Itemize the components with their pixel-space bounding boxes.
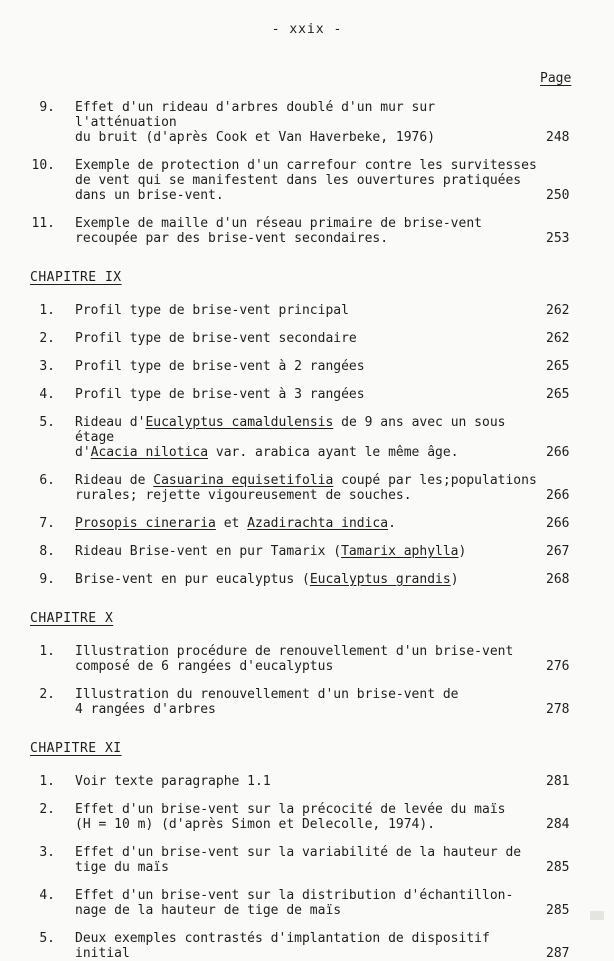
item-page-number: 266 <box>546 488 570 503</box>
text-segment: Brise-vent en pur eucalyptus ( <box>75 572 310 587</box>
text-segment: ) <box>458 544 467 559</box>
species-name-underlined: Casuarina equisetifolia <box>153 473 334 488</box>
item-text <box>75 644 540 674</box>
scan-noise-artifact <box>590 911 604 920</box>
item-number: 4. <box>39 387 55 402</box>
toc-item <box>0 931 614 961</box>
item-page-number: 285 <box>546 903 570 918</box>
item-number: 2. <box>39 331 55 346</box>
item-text <box>75 359 540 374</box>
species-name-underlined: Eucalyptus grandis <box>309 572 451 587</box>
table-of-contents <box>0 100 614 961</box>
item-line: nage de la hauteur de tige de maïs <box>75 903 342 918</box>
toc-item <box>0 331 614 346</box>
item-line <box>75 488 540 503</box>
item-page-number: 265 <box>546 359 570 374</box>
item-line <box>75 445 540 460</box>
item-page-number: 281 <box>546 774 570 789</box>
item-line: Profil type de brise-vent principal <box>75 303 349 318</box>
page-column-header-row <box>0 71 614 86</box>
item-page-number: 276 <box>546 659 570 674</box>
toc-item <box>0 802 614 832</box>
item-line: Profil type de brise-vent secondaire <box>75 331 357 346</box>
item-text <box>75 415 540 460</box>
item-line: Illustration du renouvellement d'un brise-vent de <box>75 687 459 702</box>
item-line: 4 rangées d'arbres <box>75 702 216 717</box>
item-line: Effet d'un brise-vent sur la variabilité de la hauteur de <box>75 845 522 860</box>
text-segment: var. arabica ayant le même âge. <box>208 445 459 460</box>
toc-item <box>0 303 614 318</box>
item-number: 1. <box>39 644 55 659</box>
item-number: 1. <box>39 303 55 318</box>
item-page-number: 268 <box>546 572 570 587</box>
item-line: Illustration procédure de renouvellement d'un brise-vent <box>75 644 514 659</box>
text-segment: de 9 ans avec un sous étage <box>75 415 506 445</box>
item-number: 10. <box>31 158 55 173</box>
item-line: Exemple de protection d'un carrefour contre les survitesses <box>75 158 537 173</box>
item-page-number: 284 <box>546 817 570 832</box>
species-name-underlined: Azadirachta indica <box>247 516 389 531</box>
item-page-number: 253 <box>546 231 570 246</box>
item-number: 9. <box>39 572 55 587</box>
item-line <box>75 415 540 445</box>
item-line: Profil type de brise-vent à 2 rangées <box>75 359 365 374</box>
section-heading: CHAPITRE IX <box>30 270 122 285</box>
item-line <box>75 473 540 488</box>
page-header-roman-numeral: - xxix - <box>271 22 343 37</box>
species-name-underlined: Eucalyptus camaldulensis <box>145 415 334 430</box>
item-page-number: 250 <box>546 188 570 203</box>
item-line: Effet d'un rideau d'arbres doublé d'un mur sur l'atténuation <box>75 100 436 130</box>
item-number: 7. <box>39 516 55 531</box>
toc-item <box>0 415 614 460</box>
toc-item <box>0 100 614 145</box>
toc-item <box>0 544 614 559</box>
item-line: de vent qui se manifestent dans les ouvertures pratiquées <box>75 173 522 188</box>
item-line: Deux exemples contrastés d'implantation de dispositif initial <box>75 931 490 961</box>
item-text <box>75 158 540 203</box>
species-name-underlined: Tamarix aphylla <box>341 544 459 559</box>
item-page-number: 265 <box>546 387 570 402</box>
item-line: (H = 10 m) (d'après Simon et Delecolle, 1974). <box>75 817 436 832</box>
item-number: 5. <box>39 931 55 946</box>
item-number: 4. <box>39 888 55 903</box>
item-line: recoupée par des brise-vent secondaires. <box>75 231 389 246</box>
toc-item <box>0 359 614 374</box>
item-text <box>75 802 540 832</box>
item-line: Profil type de brise-vent à 3 rangées <box>75 387 365 402</box>
item-text <box>75 216 540 246</box>
page-column-label: Page <box>540 71 572 86</box>
text-segment: rurales; rejette vigoureusement de souches. <box>75 488 412 503</box>
item-text <box>75 473 540 503</box>
text-segment: d' <box>75 445 91 460</box>
item-page-number: 266 <box>546 445 570 460</box>
item-page-number: 287 <box>546 946 570 961</box>
text-segment: Rideau de <box>75 473 154 488</box>
text-segment: ) <box>450 572 459 587</box>
item-page-number: 285 <box>546 860 570 875</box>
item-number: 2. <box>39 687 55 702</box>
toc-item <box>0 687 614 717</box>
page-column-spacer <box>0 71 540 86</box>
toc-item <box>0 572 614 587</box>
toc-item <box>0 473 614 503</box>
item-number: 11. <box>31 216 55 231</box>
item-number: 3. <box>39 359 55 374</box>
section-heading: CHAPITRE X <box>30 611 114 626</box>
item-number: 3. <box>39 845 55 860</box>
item-text <box>75 100 540 145</box>
item-number: 9. <box>39 100 55 115</box>
item-page-number: 262 <box>546 331 570 346</box>
item-line: Effet d'un brise-vent sur la distribution d'échantillon- <box>75 888 514 903</box>
toc-item <box>0 888 614 918</box>
item-text <box>75 687 540 717</box>
item-text <box>75 774 540 789</box>
toc-item <box>0 516 614 531</box>
item-text <box>75 572 540 587</box>
toc-item <box>0 774 614 789</box>
item-number: 6. <box>39 473 55 488</box>
species-name-underlined: Acacia nilotica <box>90 445 209 460</box>
item-line: du bruit (d'après Cook et Van Haverbeke, 1976) <box>75 130 436 145</box>
item-text <box>75 888 540 918</box>
item-line: tige du maïs <box>75 860 169 875</box>
item-page-number: 267 <box>546 544 570 559</box>
item-number: 5. <box>39 415 55 430</box>
item-page-number: 266 <box>546 516 570 531</box>
item-text <box>75 931 540 961</box>
item-line <box>75 544 540 559</box>
item-number: 2. <box>39 802 55 817</box>
text-segment: Rideau d' <box>75 415 146 430</box>
item-line <box>75 516 540 531</box>
text-segment: . <box>388 516 396 531</box>
item-text <box>75 516 540 531</box>
toc-item <box>0 216 614 246</box>
section-heading: CHAPITRE XI <box>30 741 122 756</box>
toc-item <box>0 158 614 203</box>
item-page-number: 278 <box>546 702 570 717</box>
item-line: Exemple de maille d'un réseau primaire de brise-vent <box>75 216 482 231</box>
item-page-number: 248 <box>546 130 570 145</box>
item-text <box>75 303 540 318</box>
toc-item <box>0 845 614 875</box>
item-number: 1. <box>39 774 55 789</box>
text-segment: Rideau Brise-vent en pur Tamarix ( <box>75 544 342 559</box>
item-text <box>75 845 540 875</box>
text-segment: coupé par les;populations <box>333 473 537 488</box>
item-line: dans un brise-vent. <box>75 188 224 203</box>
item-text <box>75 331 540 346</box>
text-segment: et <box>215 516 248 531</box>
item-line: Effet d'un brise-vent sur la précocité de levée du maïs <box>75 802 506 817</box>
toc-item <box>0 387 614 402</box>
item-line <box>75 572 540 587</box>
item-number: 8. <box>39 544 55 559</box>
item-line: composé de 6 rangées d'eucalyptus <box>75 659 334 674</box>
item-line: Voir texte paragraphe 1.1 <box>75 774 271 789</box>
item-text <box>75 387 540 402</box>
species-name-underlined: Prosopis cineraria <box>75 516 216 531</box>
item-page-number: 262 <box>546 303 570 318</box>
item-text <box>75 544 540 559</box>
toc-item <box>0 644 614 674</box>
